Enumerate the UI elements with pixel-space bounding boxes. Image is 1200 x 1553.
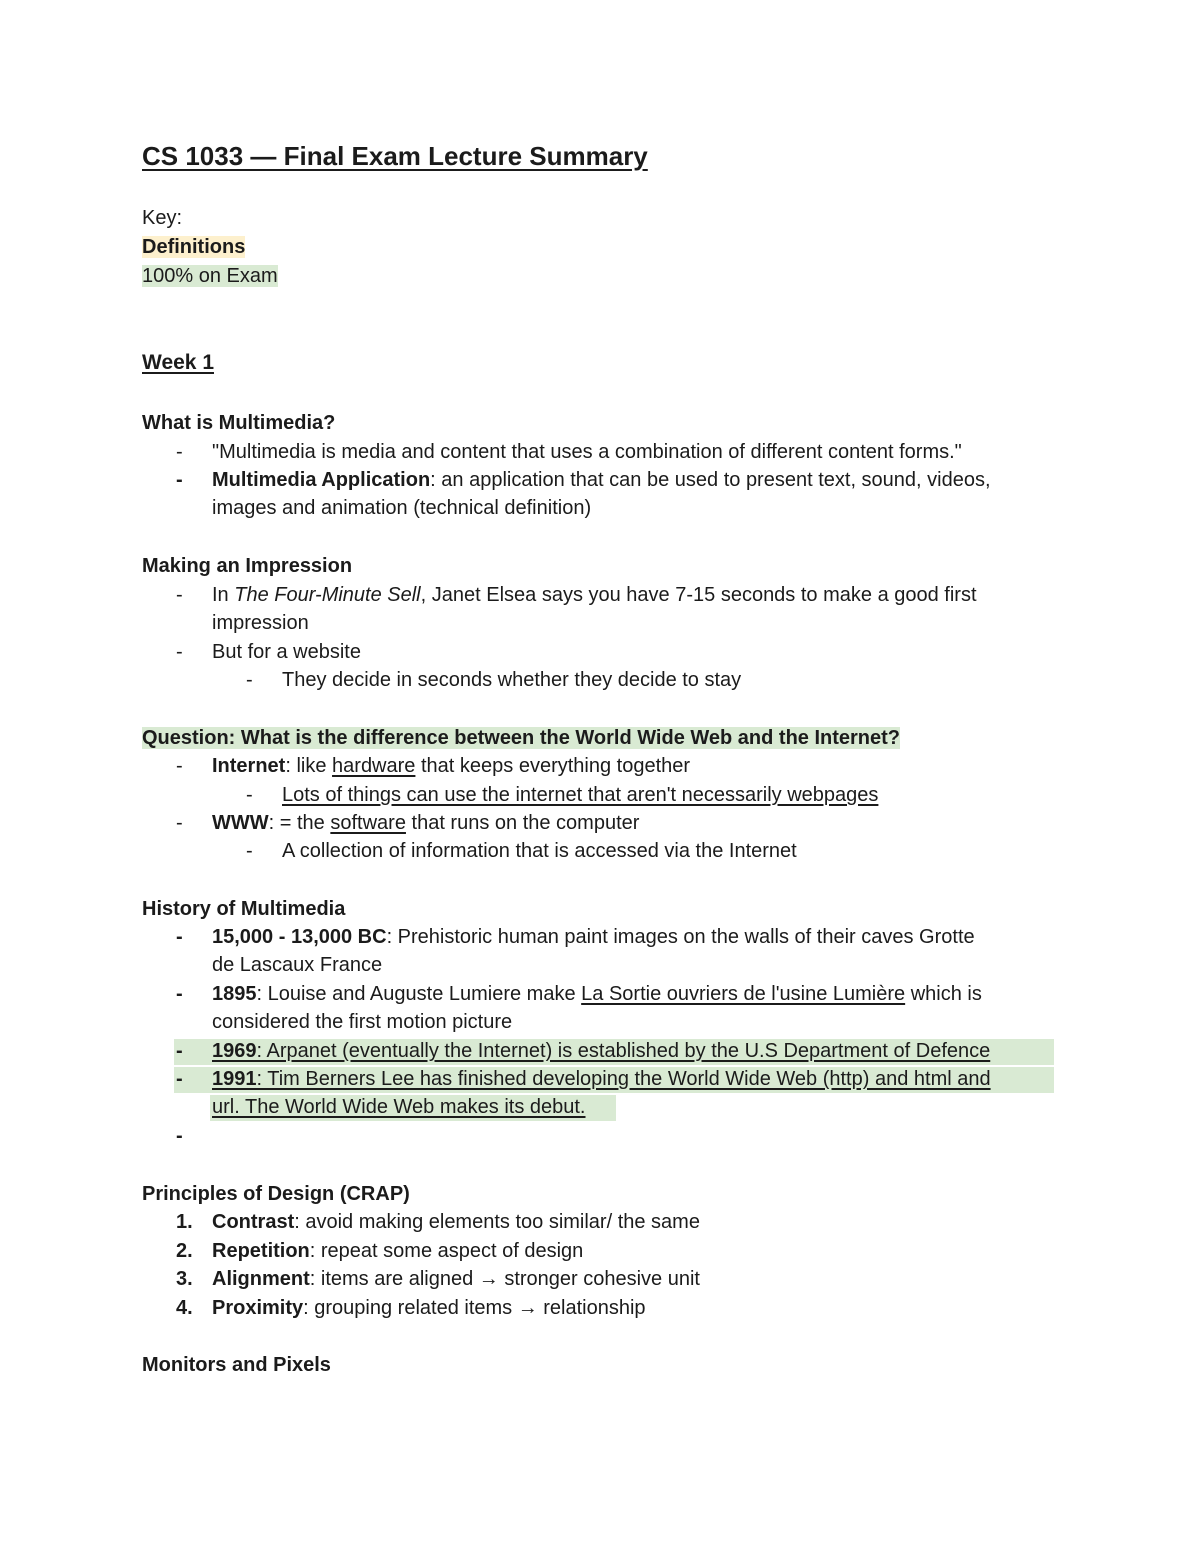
- list-item: But for a website: [212, 641, 361, 663]
- list-item: 15,000 - 13,000 BC: Prehistoric human paint images on the walls of their caves Grotte de Lascaux France: [212, 926, 975, 977]
- bullet-dash-empty: -: [176, 1125, 183, 1147]
- list-number: 3.: [176, 1268, 193, 1290]
- bullet-dash: -: [176, 1068, 183, 1090]
- key-exam: 100% on Exam: [142, 265, 278, 287]
- list-subitem: Lots of things can use the internet that aren't necessarily webpages: [282, 784, 879, 806]
- bullet-dash: -: [176, 441, 183, 463]
- bullet-dash: -: [176, 584, 183, 606]
- list-item: Repetition: repeat some aspect of design: [212, 1240, 584, 1262]
- list-item: Multimedia Application: an application that can be used to present text, sound, videos, images and animation (technical definition): [212, 469, 991, 520]
- section-heading-impression: Making an Impression: [142, 555, 353, 577]
- question-heading: Question: What is the difference between the World Wide Web and the Internet?: [142, 727, 901, 749]
- week-heading: Week 1: [142, 351, 214, 374]
- bullet-dash: -: [176, 469, 183, 491]
- page-title: CS 1033 — Final Exam Lecture Summary: [142, 141, 648, 171]
- bullet-dash: -: [246, 669, 253, 691]
- list-item: 1969: Arpanet (eventually the Internet) is established by the U.S Department of Defence: [212, 1040, 991, 1062]
- list-item: 1895: Louise and Auguste Lumiere make La Sortie ouvriers de l'usine Lumière which is considered the first motion picture: [212, 983, 982, 1034]
- bullet-dash: -: [176, 1040, 183, 1062]
- list-item: "Multimedia is media and content that uses a combination of different content forms.": [212, 441, 962, 463]
- bullet-dash: -: [176, 983, 183, 1005]
- section-heading-history: History of Multimedia: [142, 898, 346, 920]
- bullet-dash: -: [246, 784, 253, 806]
- section-heading-crap: Principles of Design (CRAP): [142, 1183, 410, 1205]
- section-heading-multimedia: What is Multimedia?: [142, 412, 336, 434]
- bullet-dash: -: [246, 840, 253, 862]
- list-subitem: A collection of information that is accessed via the Internet: [282, 840, 797, 862]
- list-item: Internet: like hardware that keeps everything together: [212, 755, 691, 777]
- list-item: Alignment: items are aligned → stronger cohesive unit: [212, 1268, 700, 1290]
- list-number: 4.: [176, 1297, 193, 1319]
- list-item: In The Four-Minute Sell, Janet Elsea says you have 7-15 seconds to make a good first impression: [212, 584, 977, 635]
- bullet-dash: -: [176, 755, 183, 777]
- list-subitem: They decide in seconds whether they decide to stay: [282, 669, 742, 691]
- list-item: 1991: Tim Berners Lee has finished developing the World Wide Web (http) and html and url. The World Wide Web makes its debut.: [212, 1068, 991, 1119]
- bullet-dash: -: [176, 812, 183, 834]
- list-item: Proximity: grouping related items → relationship: [212, 1297, 646, 1319]
- list-number: 2.: [176, 1240, 193, 1262]
- bullet-dash: -: [176, 926, 183, 948]
- key-definitions: Definitions: [142, 236, 246, 258]
- list-number: 1.: [176, 1211, 193, 1233]
- section-heading-monitors: Monitors and Pixels: [142, 1354, 331, 1376]
- bullet-dash: -: [176, 641, 183, 663]
- list-item: Contrast: avoid making elements too similar/ the same: [212, 1211, 700, 1233]
- list-item: WWW: = the software that runs on the computer: [212, 812, 640, 834]
- key-label: Key:: [142, 207, 183, 229]
